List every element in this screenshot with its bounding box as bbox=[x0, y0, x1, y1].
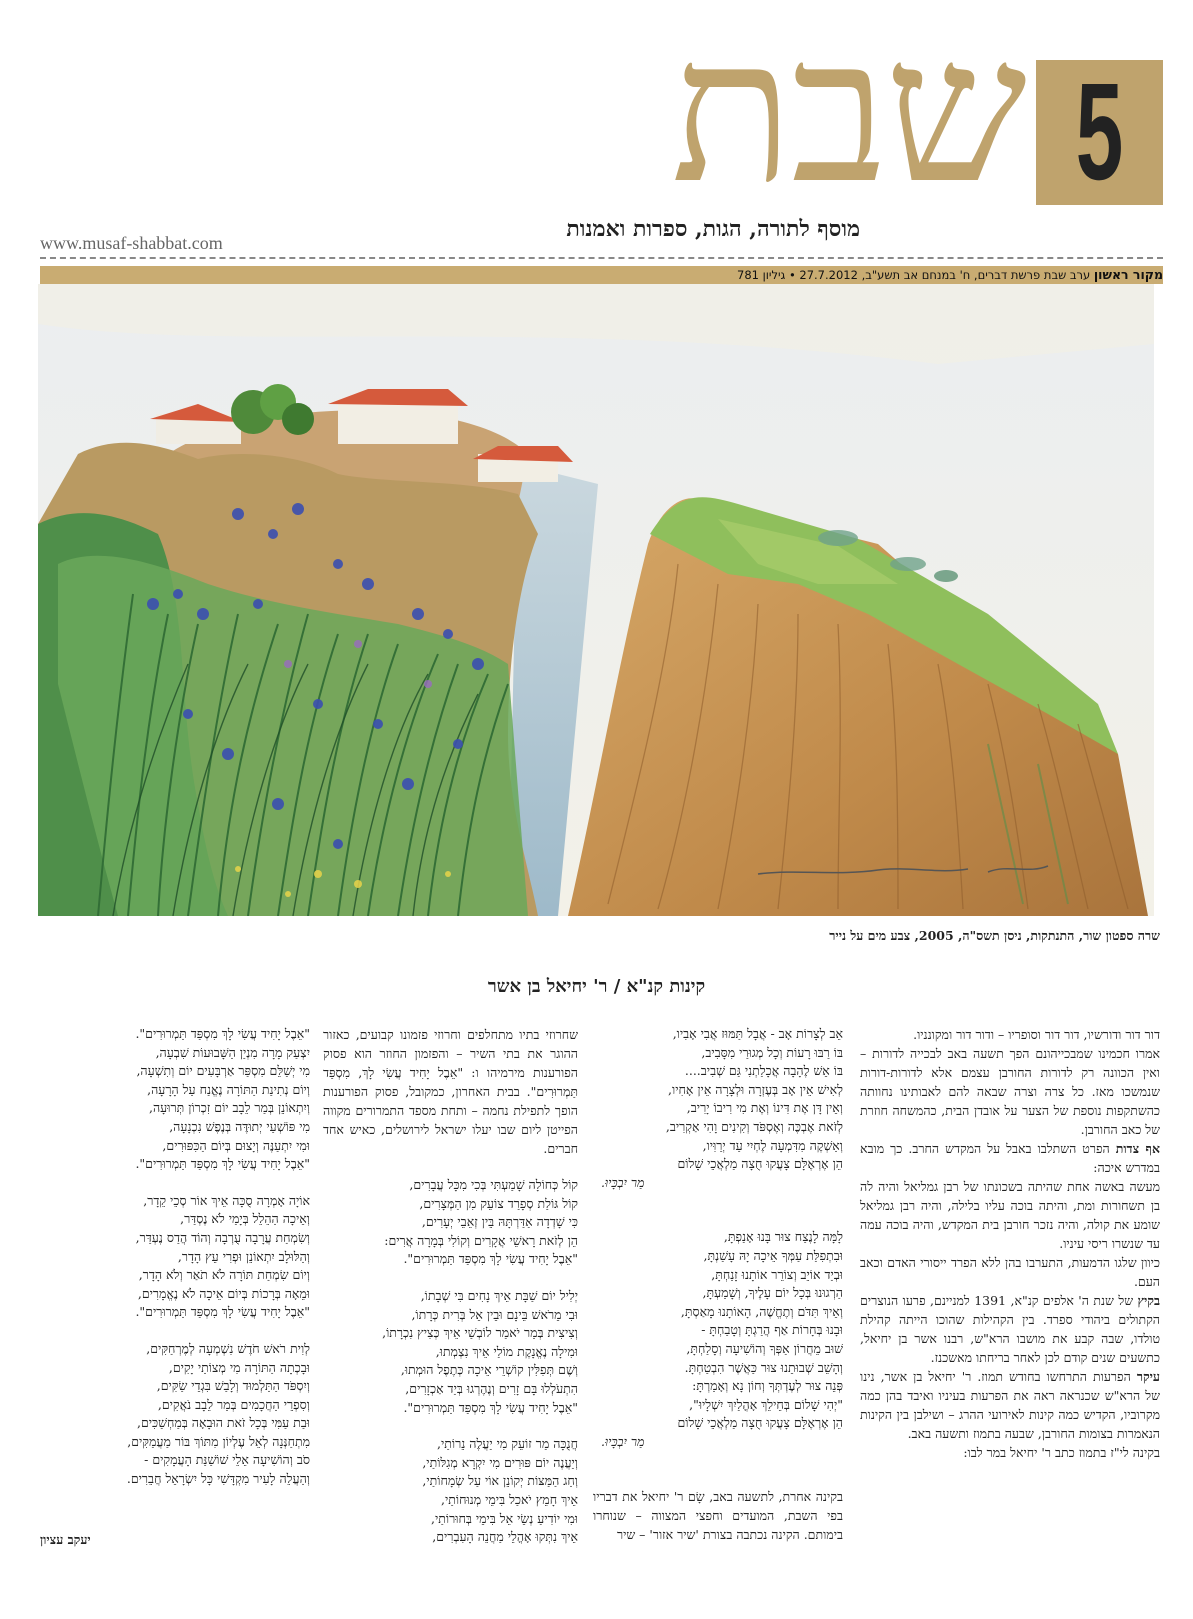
poem-line: קוֹל כְּחוֹלָה שָׁמַעְתִּי בְּכִי מִכָּל עֲבָרִים, bbox=[409, 1177, 578, 1192]
poem-line: "אֵבֶל יָחִיד עֲשִׂי לָךְ מִסְפַּד תַּמְרוּרִים". bbox=[403, 1251, 578, 1267]
paragraph: בקיץ של שנת ה' אלפים קנ"א, 1391 למניינם, פרעו הנוצרים הקתולים ביהודי ספרד. בין הקהילות שהוכו הייתה קהילת טולדו, שבה קבע את מושבו הרא"ש, רבנו אשר בן יחיאל, כתשעים שנים קודם לכן לאחר בריחתו מאשכנז. bbox=[860, 1293, 1160, 1365]
poem-line: הֵן אֶרְאֶלָּם צָעֲקוּ חֻצָה מַלְאֲכֵי שָׁלוֹם bbox=[677, 1156, 843, 1172]
poem-line: וְצִיצִית בְּמַר יֹאמַר לוֹבְשַׁי אֵיךְ כְּצִיץ נִכְרָתוֹ, bbox=[382, 1325, 578, 1341]
paragraph: בקינה לי"ז בתמוז כתב ר' יחיאל במר לבו: bbox=[963, 1445, 1160, 1460]
poem-line: יִצְעַק מָרָה מִנְיַן הַשָּׁבוּעוֹת שִׁבְעָה, bbox=[155, 1044, 310, 1060]
poem-line: וּמֵאָה בְּרָכוֹת בְּיוֹם אֵיכָה לֹא נֶאֱמָרִים, bbox=[137, 1285, 310, 1301]
paragraph: עיקר הפרעות התרחשו בחודש תמוז. ר' יחיאל בן אשר, נינו של הרא"ש שכנראה ראה את הפרעות בעיניו ואיבד בהן כמה מקרוביו, הקדיש כמה קינות לאירועי ההרג – ושילבן בין הקינות הנאמרות בצומות החורבן, שבעה בתמוז ותשעה באב. bbox=[860, 1369, 1160, 1441]
poem-line: שׁוּב מֵחֲרוֹן אַפְּךָ וְהוֹשִׁיעָה וְסָלַחְתָּ, bbox=[686, 1340, 843, 1356]
poem-line: וּבָנוּ בְּחָרוֹת אַף הֲרַגְתָּ וְטָבַחְתָּ - bbox=[701, 1322, 843, 1338]
paragraph: אמרו חכמינו שמבכייהונם הפך תשעה באב לבכייה לדורות – ואין הכוונה רק לדורות החורבן עצמם אלא לדורות-דורות שנמשכו מאז. כל צרה וצרה שבאה להם לאבותינו נחוותה כהשתקפות נוספת של הצער על אובדן הבית, כהמשחה חוזרת של כאב החורבן. bbox=[860, 1046, 1160, 1137]
poem-line: וּמִי יוֹדִיעַ נְשֵׂי אֵל בִּימֵי בְּחוּרוֹתַי, bbox=[431, 1510, 578, 1526]
painting-caption: שרה ספטון שור, התנתקות, ניסן תשס"ה, 2005, צבע מים על נייר bbox=[829, 928, 1160, 943]
poem-line: וְיִתְאוֹנֵן בְּמַר לֵבָב יוֹם זִכְרוֹן תְּרוּעָה, bbox=[149, 1100, 310, 1116]
poem-line: וְשֶׁם תְּפִלִּין קוֹשְׁרֵי אֵיכָה כְּתֶפֶל הוּמְתוּ, bbox=[400, 1362, 578, 1378]
poem-line: וּבִתְפִלַּת עַמְּךָ אֵיכָה יָהּ עָשַׁנְתָּ, bbox=[703, 1247, 843, 1263]
stanza-gap bbox=[323, 1158, 578, 1176]
poem-line: קוֹל גּוֹלַת סְפָרַד צוֹעֵק מִן הַמְּצָרִים, bbox=[419, 1195, 578, 1211]
stanza-gap bbox=[593, 1451, 843, 1469]
poem-line: "אֵבֶל יָחִיד עֲשִׂי לָךְ מִסְפַּד תַּמְרוּרִים". bbox=[135, 1156, 310, 1172]
poem-line: לְזֹאת אֶבְכֶּה וְאֶסְפֹּד וְקִינִים וָהִי אַקְרִיב, bbox=[665, 1118, 843, 1134]
stanza-gap bbox=[593, 1192, 843, 1210]
paragraph: כיוון שלגו הדמעות, התערבו בהן ללא הפרד ייסורי האדם וכאב העם. bbox=[860, 1255, 1160, 1289]
supplement-subtitle: מוסף לתורה, הגות, ספרות ואמנות bbox=[566, 216, 860, 242]
poem-refrain: מַר יִבְכָּיוּ. bbox=[601, 1433, 645, 1449]
poem-line: וְיַעֲנֶה יוֹם פּוּרִים מִי יִקְרָא מְגִלּוֹתַי, bbox=[422, 1454, 578, 1470]
poem-line: אֵיךְ נִתְּקוּ אָהֳלֵי מַחֲנֵה הָעִבְרִים, bbox=[432, 1529, 578, 1545]
poem-line: וּבַת עַמִּי בְּכָל זֹאת הוּבָאָה בְּמַחְשַׁכִּים, bbox=[136, 1415, 310, 1431]
poem-line: וּבְיַד אוֹיֵב וְצוֹרֵר אוֹתָנוּ זָנַחְתָּ, bbox=[711, 1266, 843, 1282]
paragraph: שחרוזי בתיו מתחלפים וחרוזי פזמונו קבועים, כאזור ההוגר את בתי השיר – והפזמון החוזר הוא פסוק הפורענות מירמיהו ו: "אֵבֶל יָחִיד עֲשִׂי לָךְ, מִסְפַּד תַּמְרוּרִים". בבית האחרון, כמקובל, פסוק הפורענות הופך לתפילת נחמה – ותחת מספד התמרורים מקווה הפייטן ליום שבו יעלו ישראל לירושלים, כאיש אחד חברים. bbox=[323, 1027, 578, 1156]
text-column-2 bbox=[593, 1025, 843, 1544]
poem-line: וְיוֹם נְתִינַת הַתּוֹרָה נֶאֱנַח עַל הָרָעָה, bbox=[147, 1081, 310, 1097]
text-column-4 bbox=[40, 1025, 310, 1489]
supplement-title: שבת bbox=[671, 0, 1025, 228]
poem-line: לָמָּה לָנֶצַח צוּר בָּנוּ אָנַפְתָּ, bbox=[723, 1229, 843, 1245]
poem-line: וּבִי מֵרֹאשׁ בֵּינָם וּבֵין אֵל בְּרִית כְּרָתוֹ, bbox=[411, 1306, 578, 1322]
poem-line: אוֹיָה אָמְרָה סֻכָּה אֵיךְ אוֹר סְכֵי קֵדָר, bbox=[143, 1192, 310, 1208]
poem-line: אֵיךְ חָמֵץ יֹאכַל בִּימֵי מְנוּחוֹתַי, bbox=[441, 1491, 578, 1507]
dateline-brand: מקור ראשון bbox=[1093, 267, 1163, 282]
poem-line: הַרְגוּנוּ בְּכָל יוֹם עָלֶיךָ, וְשָׁמַעְתָּ, bbox=[702, 1285, 843, 1301]
stanza-gap bbox=[323, 1269, 578, 1287]
poem-line: סֹב וְהוֹשִׁיעָה אֵלֵי שׁוֹשַׁנַּת הָעֲמָקִים - bbox=[144, 1452, 310, 1468]
dateline-text: ערב שבת פרשת דברים, ח' במנחם אב תשע"ב, 27.7.2012 • גיליון 781 bbox=[737, 268, 1091, 282]
header-divider bbox=[40, 257, 1163, 259]
poem-line: לְוִית רֹאשׁ חֹדֶשׁ נִשְׁמְעָה לְמֶרְחַקִּים, bbox=[146, 1340, 310, 1356]
stanza-gap bbox=[40, 1174, 310, 1192]
poem-line: וְהַלּוּלָב יִתְאוֹנֵן וּפְרִי עֵץ הָדָר, bbox=[177, 1248, 310, 1264]
paragraph: בקינה אחרת, לתשעה באב, שָׂם ר' יחיאל את דבריו בפי השבת, המועדים וחפצי המצווה – שנוחרו בימותם. הקינה נכתבה בצורת 'שיר אזור' – שיר bbox=[593, 1489, 843, 1543]
issue-number: 5 bbox=[1075, 55, 1124, 209]
poem-line: וּמִילָה נֶאֱנָקֶת מוֹלַי אֵיךְ נִצְמְתוּ, bbox=[435, 1343, 578, 1359]
poem-line: הֵן אֶרְאֶלָּם צָעֲקוּ חֻצָה מַלְאֲכֵי שָׁלוֹם bbox=[677, 1415, 843, 1431]
poem-line: חֲנֻכָּה מַר זוֹעֵק מִי יַעֲלֶה נֵרוֹתַי, bbox=[437, 1436, 578, 1452]
poem-line: כִּי שָׁדְדָה אַדַּרְתָּהּ בֵּין זְאֵבֵי יְעָרִים, bbox=[421, 1214, 578, 1230]
poem-line: וְיִסְפֹּד הַתַּלְמוּד וְלָבַשׁ בִּגְדֵי שַׂקִּים, bbox=[156, 1378, 310, 1394]
poem-line: וְאֵין דָּן אֶת דִּינוֹ וְאֶת מִי רִיבוֹ יָרִיב, bbox=[686, 1100, 843, 1116]
poem-line: וְשִׂמְחַת עֲרָבָה עֻרְבָה וְהוֹד הֲדַס נֶעְדַּר, bbox=[135, 1229, 310, 1245]
poem-line: בּוֹ אֵשׁ לֶהָבָה אֲכָלַתְנִי גַּם שְׁבִיב.... bbox=[684, 1063, 843, 1079]
poem-line: הִתְעֹלְלוּ בָּם זָרִים וְנֶהֶרְגוּ בְּיַד אַכְזָרִים, bbox=[405, 1380, 578, 1396]
poem-line: וּמִי יִתְעַנֶּה וְיָצוּם בְּיוֹם הַכִּפּוּרִים, bbox=[162, 1137, 310, 1153]
poem-refrain: מַר יִבְכָּיוּ. bbox=[601, 1174, 645, 1190]
poem-line: וְהָשֵׁב שְׁבוּתֵנוּ צוּר כַּאֲשֶׁר הִבְטַחְתָּ. bbox=[684, 1359, 843, 1375]
poem-line: "אֵבֶל יָחִיד עֲשִׂי לָךְ מִסְפַּד תַּמְרוּרִים". bbox=[403, 1399, 578, 1415]
poem-line: וְאַשְׁקֶה מִדִּמְעָה לֶחְיִי עַד יְרַוִּיו, bbox=[702, 1137, 843, 1153]
poem-line: מִי יְשַׁלֵּם מִסְפַּר אַרְבָּעִים יוֹם וְתִשְׁעָה, bbox=[136, 1063, 310, 1079]
watercolor-painting bbox=[38, 284, 1154, 916]
poem-line: הֵן לְזֹאת רָאשֵׁי אֲקָרִים וְקוֹלִי בְּמָרָה אֲרִים: bbox=[384, 1232, 578, 1248]
poem-line: מִי פּוֹשְׁעַי יְתוּדֶּה בְּנֶפֶשׁ נִכְנָעָה, bbox=[169, 1118, 310, 1134]
stanza-gap bbox=[40, 1322, 310, 1340]
poem-line: יְלִיל יוֹם שַׁבָּת אֵיךְ נָחִים בִּי שְׁבָתוֹ, bbox=[420, 1287, 578, 1303]
stanza-gap bbox=[593, 1469, 843, 1487]
paragraph: מעשה באשה אחת שהיתה בשכונתו של רבן גמליאל והיה לה בן תשחורות ומת, והיתה בוכה עליו בלילה, והיה רבן גמליאל שומע את קולה, והיה נזכר חורבן בית המקדש, והיה בוכה עמה עד שנשרו ריסי עיניו. bbox=[860, 1179, 1160, 1251]
dateline bbox=[737, 266, 1163, 284]
stanza-gap bbox=[593, 1210, 843, 1228]
poem-line: וְאֵיךְ תִּדֹּם וְתֶחֱשֶׁה, הָאוֹתָנוּ מָאַסְתָּ, bbox=[680, 1303, 843, 1319]
poem-line: וּבָכְתָה הַתּוֹרָה מִי מְצוֹתַי יָקִים, bbox=[168, 1359, 310, 1375]
text-column-3 bbox=[323, 1025, 578, 1547]
poem-line: מִתְחַנְּנָה לְאֵל עֶלְיוֹן מִתּוֹךְ בּוֹר מַעֲמַקִּים, bbox=[127, 1433, 310, 1449]
poem-line: וְאֵיכָה הַהֵלֵל בְּיָמַי לֹא נֶסְדַּר, bbox=[180, 1211, 310, 1227]
poem-line: בּוֹ רַבּוּ רָעוֹת וְכָל מְגוּרַי מִסָּבִיב, bbox=[701, 1044, 843, 1060]
poem-line: "אֵבֶל יָחִיד עֲשִׂי לָךְ מִסְפַּד תַּמְרוּרִים". bbox=[135, 1026, 310, 1041]
poem-line: וְחַג הַמַּצּוֹת יְקוֹנֵן אוֹי עַל שְׂמָחוֹתַי, bbox=[422, 1473, 578, 1489]
poem-line: וְיוֹם שִׂמְחַת תּוֹרָה לֹא תֹאַר וְלֹא הָדָר, bbox=[138, 1267, 310, 1283]
poem-line: אֵב לְצָרוֹת אָב - אֲבָל תַּמּוּז אֲבִי אָבִיו, bbox=[672, 1026, 843, 1041]
poem-line: וְהַעֲלֵה לָעִיר מִקְדָּשִׁי כָּל יִשְׂרָאֵל חֲבֵרִים. bbox=[126, 1471, 310, 1487]
article-author: יעקב עציון bbox=[40, 1532, 91, 1547]
article-title: קינות קנ"א / ר' יחיאל בן אשר bbox=[487, 976, 706, 997]
poem-line: לְאִישׁ אֵין אָב בְּעֶזְרָה וּלְצָרָה אֵין אָחִיו, bbox=[668, 1081, 843, 1097]
paragraph: אף צדות הפרט השתלבו באבל על המקדש החרב. כך מובא במדרש איכה: bbox=[860, 1141, 1160, 1175]
paragraph: דור דור ודורשיו, דור דור וסופריו – ודור דור ומקונניו. bbox=[913, 1027, 1160, 1042]
poem-line: פְּנֵה צוּר לְעֶדְתְּךָ וְחוֹן נָא וְאָמַרְתָּ: bbox=[692, 1378, 843, 1394]
website-link[interactable]: www.musaf-shabbat.com bbox=[40, 233, 223, 253]
poem-line: "אֵבֶל יָחִיד עֲשִׂי לָךְ מִסְפַּד תַּמְרוּרִים". bbox=[135, 1304, 310, 1320]
poem-line: "יְהִי שָׁלוֹם בְּחֵילֵךְ אָהֳלַיִךְ יִשְׁלָיוּ", bbox=[689, 1396, 843, 1412]
poem-line: וְסִפְרֵי הַחֲכָמִים בְּמַר לֵבָב נֹאֲקִים, bbox=[157, 1396, 310, 1412]
stanza-gap bbox=[323, 1417, 578, 1435]
text-column-1 bbox=[860, 1025, 1160, 1462]
